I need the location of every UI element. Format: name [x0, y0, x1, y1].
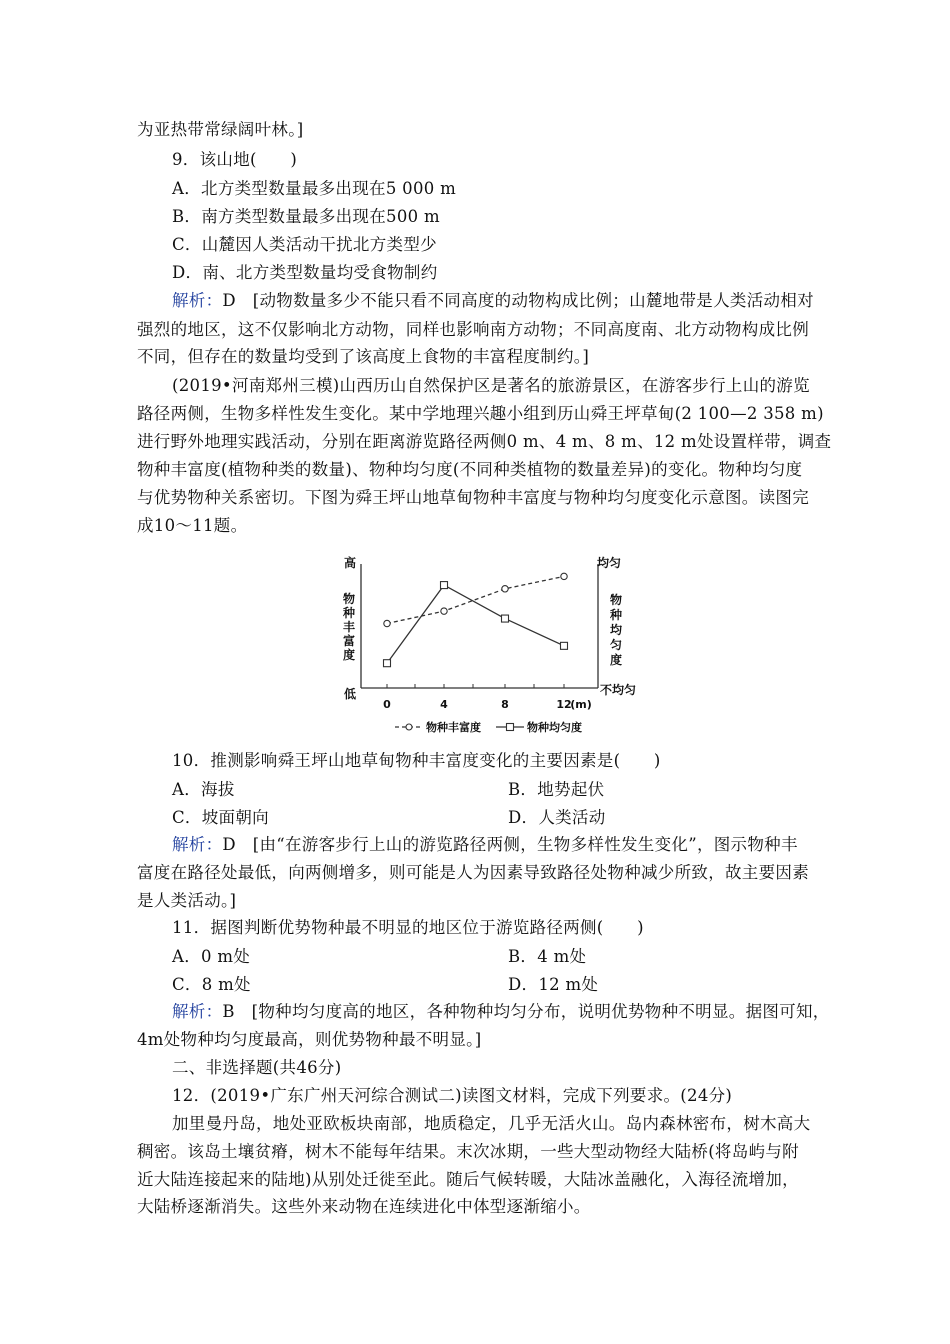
- y-right-bottom-label: 不均匀: [599, 683, 637, 697]
- y-right-axis-label: 物: [609, 593, 623, 607]
- option-11c: C．8 m处: [172, 975, 251, 994]
- data-point-richness: [441, 608, 447, 614]
- data-point-evenness: [502, 615, 509, 622]
- option-9b: B．南方类型数量最多出现在500 m: [172, 207, 440, 226]
- data-point-evenness: [441, 582, 448, 589]
- x-unit-label: (m): [570, 698, 592, 711]
- material-line: (2019•河南郑州三模)山西历山自然保护区是著名的旅游景区，在游客步行上山的游览: [172, 376, 810, 395]
- option-9c: C．山麓因人类活动干扰北方类型少: [172, 235, 437, 254]
- passage-line: 大陆桥逐渐消失。这些外来动物在连续进化中体型逐渐缩小。: [137, 1197, 591, 1216]
- legend-marker-richness: [406, 724, 412, 730]
- legend-label-richness: 物种丰富度: [426, 721, 481, 734]
- option-9d: D．南、北方类型数量均受食物制约: [172, 263, 438, 282]
- option-11d: D．12 m处: [508, 975, 599, 994]
- jiexi-label: 解析：: [172, 1002, 223, 1021]
- option-10a: A．海拔: [172, 780, 235, 799]
- data-point-richness: [384, 620, 390, 626]
- answer-10-line: 是人类活动。]: [137, 891, 237, 910]
- question-12: 12．(2019•广东广州天河综合测试二)读图文材料，完成下列要求。(24分): [172, 1086, 733, 1105]
- answer-11-line: 4m处物种均匀度最高，则优势物种最不明显。]: [137, 1030, 482, 1049]
- series-line: [387, 585, 564, 663]
- y-right-top-label: 均匀: [596, 556, 622, 570]
- y-left-bottom-label: 低: [343, 687, 357, 701]
- y-left-axis-label: 种: [342, 606, 356, 620]
- material-line: 路径两侧，生物多样性发生变化。某中学地理兴趣小组到历山舜王坪草甸(2 100—2 358 m): [137, 404, 824, 423]
- answer-11-line: 解析：B [物种均匀度高的地区，各种物种均匀分布，说明优势物种不明显。据图可知，: [172, 1002, 830, 1021]
- y-right-axis-label: 种: [609, 608, 623, 622]
- passage-line: 稠密。该岛土壤贫瘠，树木不能每年结果。末次冰期，一些大型动物经大陆桥(将岛屿与附: [137, 1142, 799, 1161]
- option-10d: D．人类活动: [508, 808, 606, 827]
- y-right-axis-label: 匀: [609, 638, 623, 652]
- richness-evenness-chart: [330, 548, 650, 748]
- question-10: 10．推测影响舜王坪山地草甸物种丰富度变化的主要因素是( ): [172, 751, 661, 770]
- series-line: [387, 576, 564, 623]
- answer-9-line: 不同，但存在的数量均受到了该高度上食物的丰富程度制约。]: [137, 347, 590, 366]
- passage-line: 加里曼丹岛，地处亚欧板块南部，地质稳定，几乎无活火山。岛内森林密布，树木高大: [172, 1114, 811, 1133]
- legend-marker-evenness: [507, 724, 514, 731]
- question-11: 11．据图判断优势物种最不明显的地区位于游览路径两侧( ): [172, 918, 644, 937]
- data-point-evenness: [384, 660, 391, 667]
- material-line: 进行野外地理实践活动，分别在距离游览路径两侧0 m、4 m、8 m、12 m处设置样带，调查: [137, 432, 832, 451]
- jiexi-label: 解析：: [172, 291, 223, 310]
- x-tick-label: 8: [501, 698, 509, 711]
- material-line: 成10～11题。: [137, 516, 248, 535]
- x-tick-label: 12: [556, 698, 572, 711]
- material-line: 物种丰富度(植物种类的数量)、物种均匀度(不同种类植物的数量差异)的变化。物种均匀度: [137, 460, 803, 479]
- y-left-axis-label: 富: [342, 634, 356, 648]
- data-point-richness: [502, 586, 508, 592]
- y-right-axis-label: 均: [609, 623, 623, 637]
- data-point-richness: [561, 573, 567, 579]
- y-right-axis-label: 度: [609, 653, 623, 667]
- y-left-axis-label: 物: [342, 592, 356, 606]
- material-line: 与优势物种关系密切。下图为舜王坪山地草甸物种丰富度与物种均匀度变化示意图。读图完: [137, 488, 809, 507]
- chart-axes: [342, 555, 636, 711]
- question-9: 9．该山地( ): [172, 150, 298, 169]
- legend-label-evenness: 物种均匀度: [527, 721, 582, 734]
- option-10b: B．地势起伏: [508, 780, 605, 799]
- answer-10-line: 解析：D [由“在游客步行上山的游览路径两侧，生物多样性发生变化”，图示物种丰: [172, 835, 798, 854]
- option-11b: B．4 m处: [508, 947, 587, 966]
- y-left-axis-label: 度: [342, 648, 356, 662]
- option-9a: A．北方类型数量最多出现在5 000 m: [172, 179, 457, 198]
- answer-9-line: 解析：D [动物数量多少不能只看不同高度的动物构成比例；山麓地带是人类活动相对: [172, 291, 814, 310]
- passage-line: 近大陆连接起来的陆地)从别处迁徙至此。随后气候转暖，大陆冰盖融化，入海径流增加，: [137, 1170, 799, 1189]
- text-line: 为亚热带常绿阔叶林。]: [137, 120, 304, 139]
- x-tick-label: 0: [383, 698, 391, 711]
- y-left-axis-label: 丰: [342, 620, 356, 634]
- data-point-evenness: [561, 642, 568, 649]
- answer-9-line: 强烈的地区，这不仅影响北方动物，同样也影响南方动物；不同高度南、北方动物构成比例: [137, 320, 809, 339]
- chart-marks: [384, 573, 583, 734]
- y-left-top-label: 高: [343, 556, 357, 570]
- answer-10-line: 富度在路径处最低，向两侧增多，则可能是人为因素导致路径处物种减少所致，故主要因素: [137, 863, 809, 882]
- option-10c: C．坡面朝向: [172, 808, 269, 827]
- section-heading: 二、非选择题(共46分): [172, 1058, 342, 1077]
- x-tick-label: 4: [440, 698, 448, 711]
- option-11a: A．0 m处: [172, 947, 251, 966]
- jiexi-label: 解析：: [172, 835, 223, 854]
